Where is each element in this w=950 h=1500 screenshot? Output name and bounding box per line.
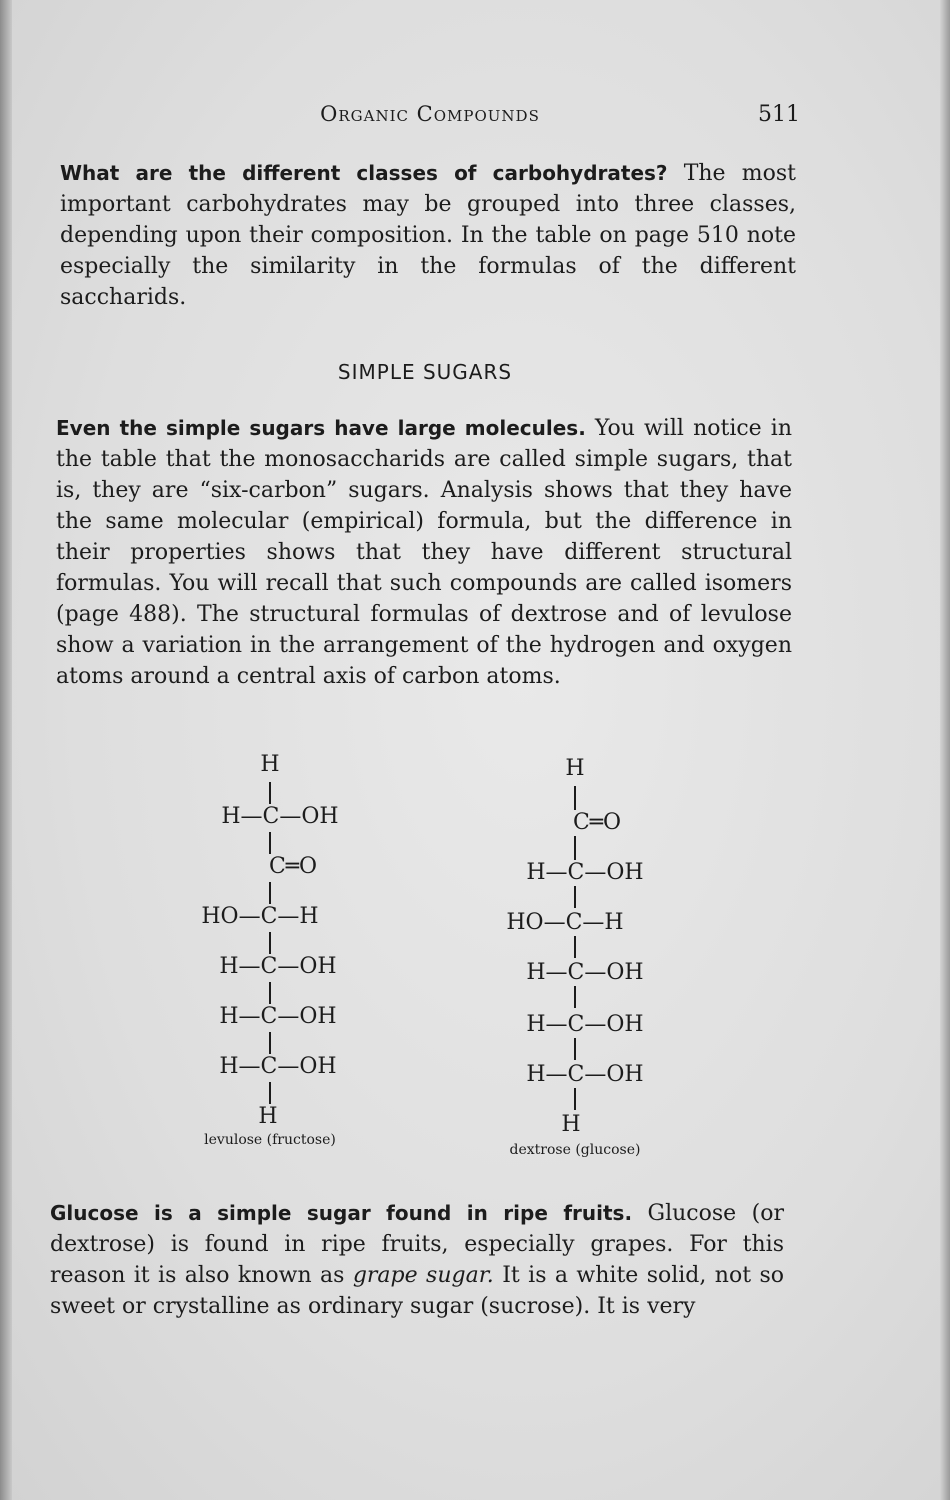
intro-body: The most important carbohydrates may be grouped into three classes, depending upon their composition. In the table on page 510 note especially the similarity in the formulas of the different saccharids. [60, 161, 796, 310]
page-number: 511 [758, 102, 800, 127]
dextrose-bottom-h: H [561, 1112, 581, 1137]
dextrose-caption: dextrose (glucose) [509, 1142, 641, 1158]
glucose-lead: Glucose is a simple sugar found in ripe fruits. [50, 1201, 633, 1225]
intro-lead: What are the different classes of carbohydrates? [60, 161, 668, 185]
glucose-paragraph [50, 1198, 784, 1322]
dextrose-row-5: H—C—OH [526, 1012, 644, 1037]
bond-line [269, 832, 271, 854]
bond-line [574, 986, 576, 1008]
levulose-row-5: H—C—OH [219, 1004, 337, 1029]
levulose-row-4: H—C—OH [219, 954, 337, 979]
dextrose-structure [445, 756, 705, 1176]
grape-sugar-term: grape sugar. [352, 1263, 494, 1288]
levulose-row-2: C═O [268, 854, 318, 879]
running-head: Organic Compounds [320, 102, 540, 126]
bond-line [269, 782, 271, 804]
bond-line [269, 932, 271, 954]
bond-line [574, 886, 576, 908]
glucose-body: Glucose (or dextrose) is found in ripe fruits, especially grapes. For this reason it is also known as [50, 1201, 784, 1288]
dextrose-row-4: H—C—OH [526, 960, 644, 985]
bond-line [574, 936, 576, 958]
levulose-row-1: H—C—OH [221, 804, 339, 829]
levulose-row-3: HO—C—H [201, 904, 319, 929]
dextrose-row-6: H—C—OH [526, 1062, 644, 1087]
bond-line [269, 1032, 271, 1054]
simple-sugars-paragraph [56, 413, 792, 692]
dextrose-row-2: H—C—OH [526, 860, 644, 885]
page-edge-right [940, 0, 950, 1500]
levulose-caption: levulose (fructose) [204, 1132, 336, 1148]
bond-line [269, 882, 271, 904]
page-edge-left [0, 0, 12, 1500]
dextrose-row-3: HO—C—H [506, 910, 624, 935]
section-heading: SIMPLE SUGARS [337, 360, 513, 384]
simple-sugars-body: You will notice in the table that the monosaccharids are called simple sugars, that is, they are “six-carbon” sugars. Analysis shows that they have the same molecular (empirical) formula, but the difference in their properties shows that they have different structural formulas. You will recall that such compounds are called isomers (page 488). The structural formulas of dextrose and of levulose show a variation in the arrangement of the hydrogen and oxygen atoms around a central axis of carbon atoms. [56, 416, 793, 689]
levulose-top-h: H [260, 752, 280, 777]
bond-line [574, 786, 576, 810]
bond-line [574, 1088, 576, 1110]
levulose-structure [140, 752, 400, 1172]
bond-line [574, 1038, 576, 1060]
levulose-bottom-h: H [258, 1104, 278, 1129]
intro-paragraph [60, 158, 796, 313]
dextrose-row-1: C═O [572, 810, 622, 835]
simple-sugars-lead: Even the simple sugars have large molecules. [56, 416, 586, 440]
page-header [60, 102, 800, 136]
bond-line [269, 982, 271, 1004]
bond-line [269, 1082, 271, 1104]
dextrose-top-h: H [565, 756, 585, 781]
levulose-row-6: H—C—OH [219, 1054, 337, 1079]
glucose-body-continued: It is a white solid, not so sweet or crystalline as ordinary sugar (sucrose). It is very [50, 1263, 784, 1319]
bond-line [574, 836, 576, 860]
